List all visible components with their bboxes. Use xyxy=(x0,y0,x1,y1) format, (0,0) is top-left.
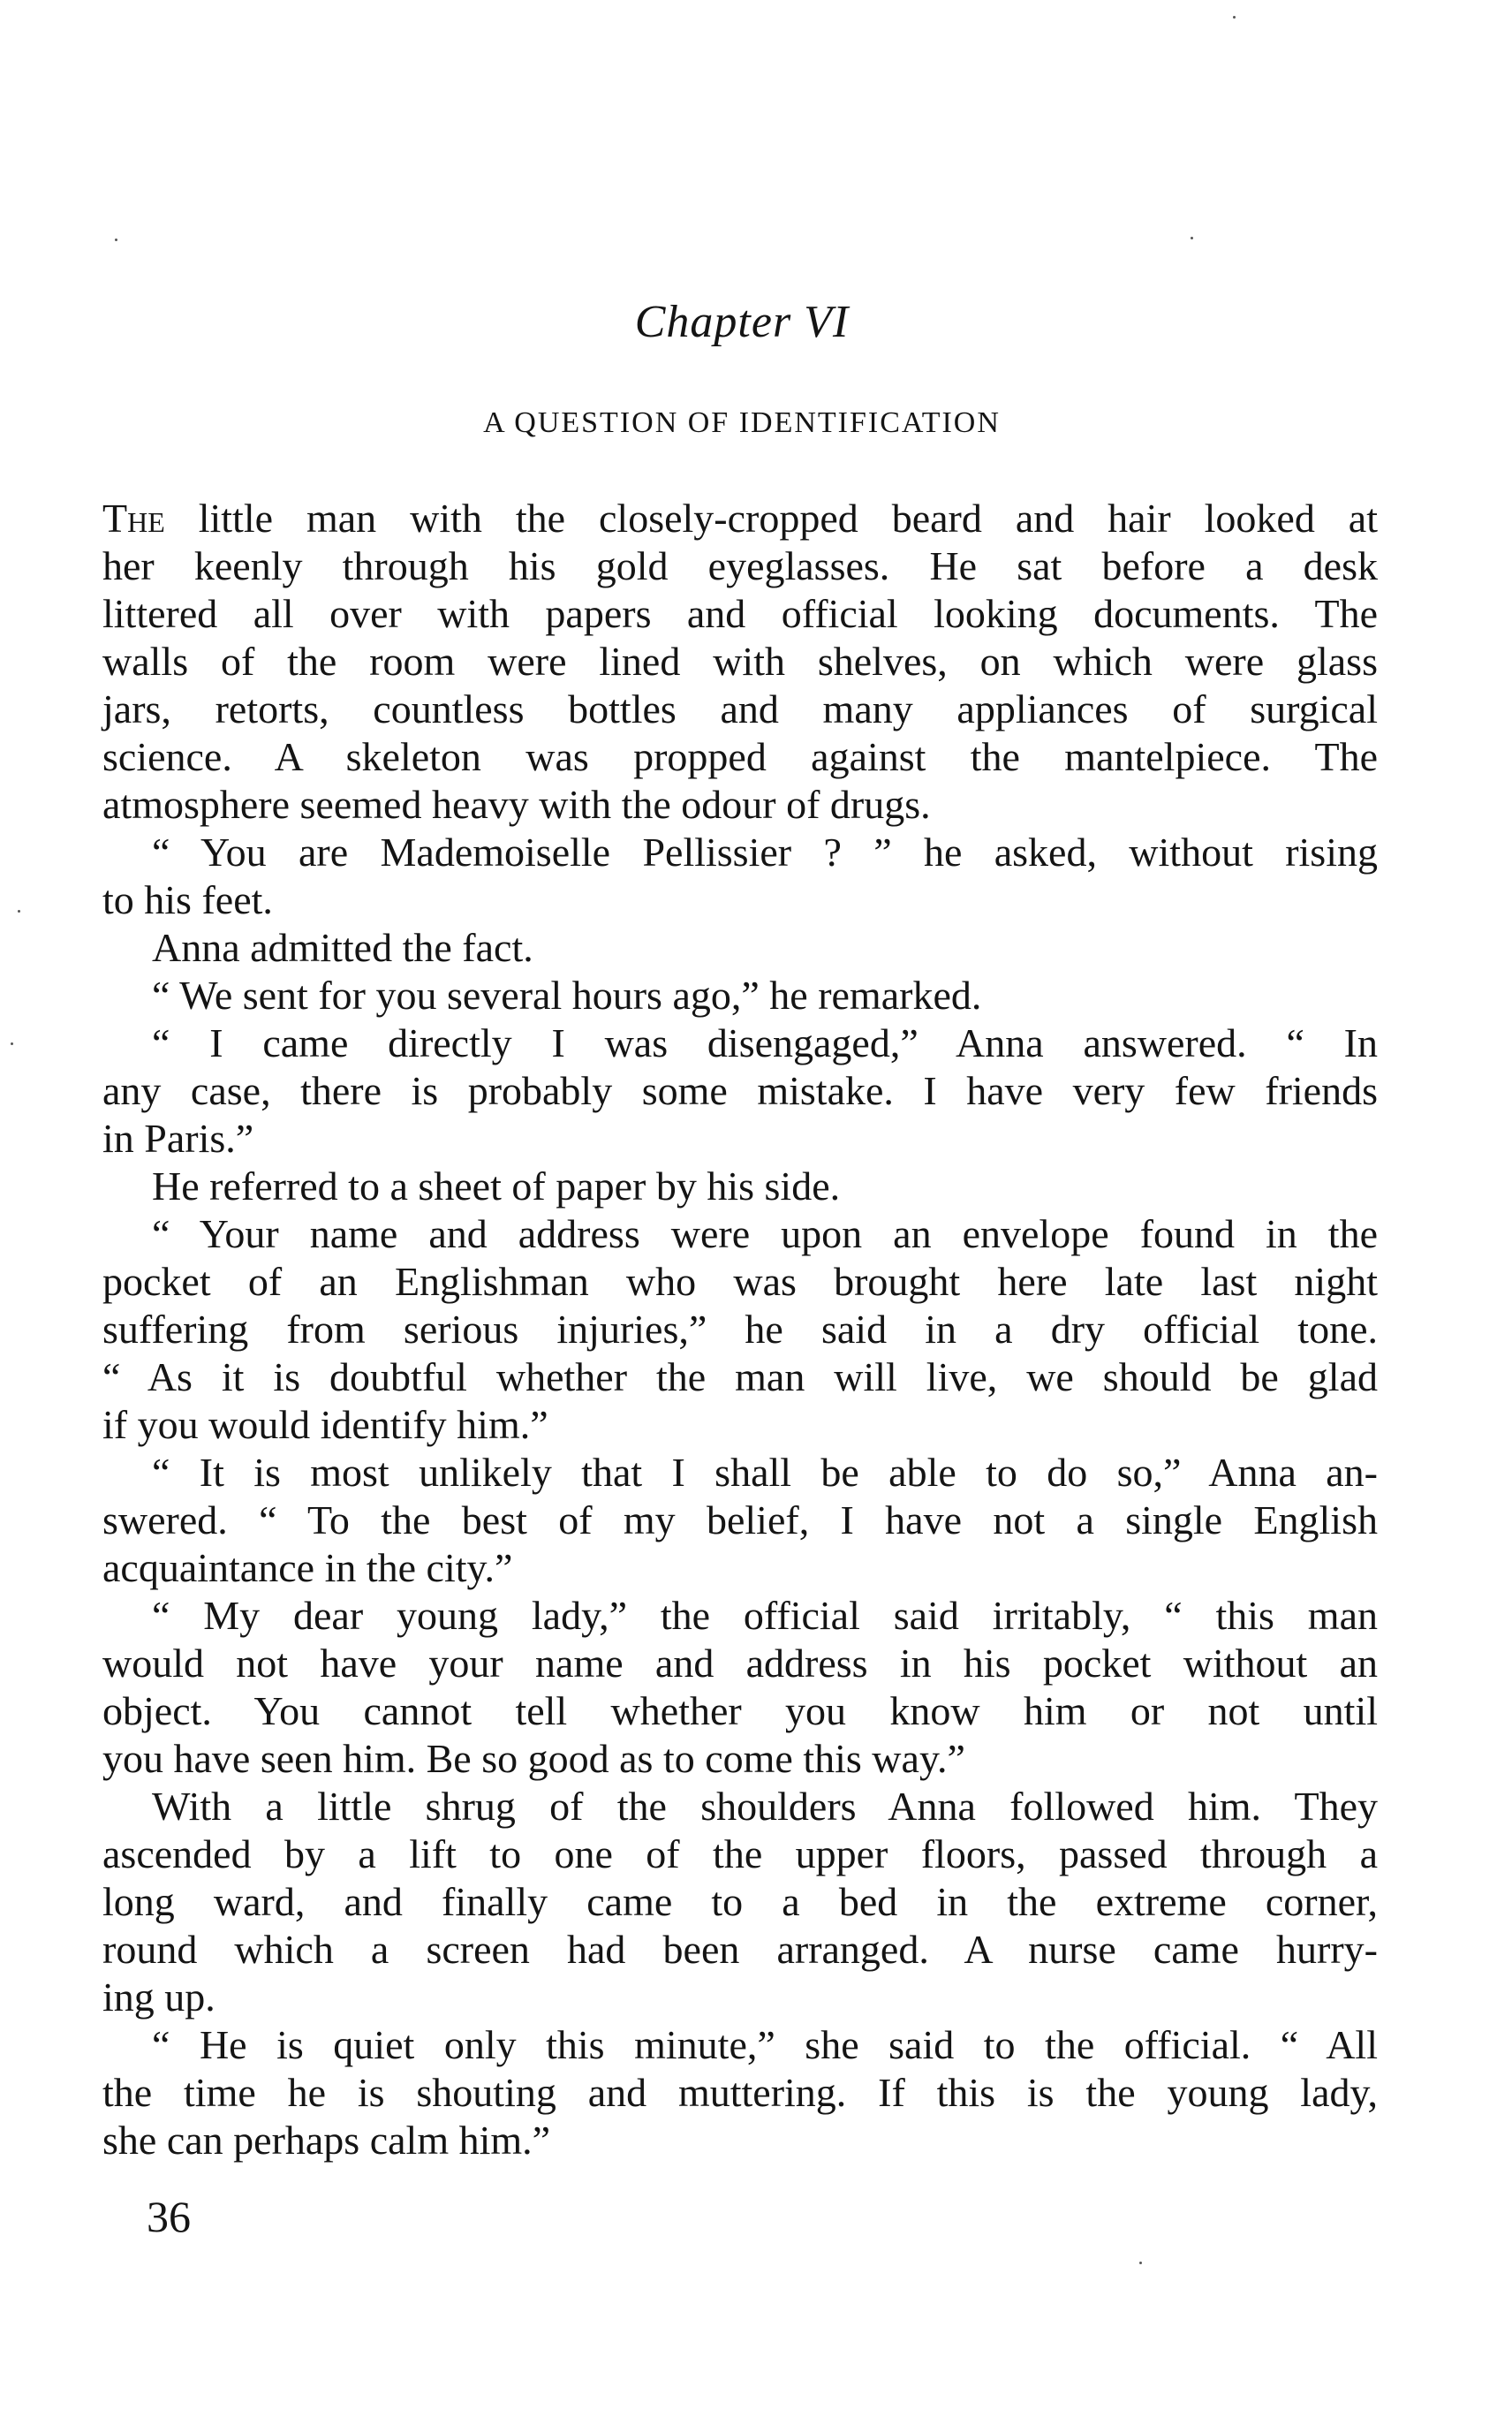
text-line: “ As it is doubtful whether the man will live, we should be glad xyxy=(102,1354,1378,1399)
text-line: suffering from serious injuries,” he said in a dry official tone. xyxy=(102,1307,1378,1352)
text-line: ascended by a lift to one of the upper floors, passed through a xyxy=(102,1831,1378,1876)
text-line: “ He is quiet only this minute,” she said to the official. “ All xyxy=(152,2022,1378,2067)
text-line: “ I came directly I was disengaged,” Anna answered. “ In xyxy=(152,1020,1378,1065)
text-line: you have seen him. Be so good as to come this way.” xyxy=(102,1736,965,1781)
drop-word: The xyxy=(102,496,165,541)
text-line: littered all over with papers and official looking documents. The xyxy=(102,591,1378,636)
text-line: jars, retorts, countless bottles and many appliances of surgical xyxy=(102,686,1378,731)
text-line: “ We sent for you several hours ago,” he remarked. xyxy=(152,973,982,1018)
text-line: acquaintance in the city.” xyxy=(102,1545,513,1590)
scan-speck xyxy=(1139,2262,1142,2264)
text-line: science. A skeleton was propped against the mantelpiece. The xyxy=(102,734,1378,779)
chapter-title: Chapter VI xyxy=(634,297,850,347)
scan-speck xyxy=(115,239,117,241)
text-line: object. You cannot tell whether you know him or not until xyxy=(102,1688,1378,1733)
text-line: “ My dear young lady,” the official said irritably, “ this man xyxy=(152,1593,1378,1638)
text-line: would not have your name and address in his pocket without an xyxy=(102,1641,1378,1686)
text-line: ing up. xyxy=(102,1974,215,2020)
text-line: long ward, and finally came to a bed in the extreme corner, xyxy=(102,1879,1378,1924)
text-line: atmosphere seemed heavy with the odour of drugs. xyxy=(102,782,931,827)
chapter-subtitle: A QUESTION OF IDENTIFICATION xyxy=(483,406,1001,439)
text-line: With a little shrug of the shoulders Anna followed him. They xyxy=(152,1784,1378,1829)
text-line: pocket of an Englishman who was brought here late last night xyxy=(102,1259,1378,1304)
body-text xyxy=(102,495,1378,2164)
scan-speck xyxy=(1191,237,1193,239)
text-line: “ Your name and address were upon an envelope found in the xyxy=(152,1211,1378,1256)
text-line xyxy=(102,495,1378,542)
text-line: in Paris.” xyxy=(102,1116,254,1161)
text-line: “ It is most unlikely that I shall be able to do so,” Anna an- xyxy=(152,1450,1378,1495)
page-number: 36 xyxy=(147,2192,191,2241)
text-line: any case, there is probably some mistake. I have very few friends xyxy=(102,1068,1378,1113)
text-line: she can perhaps calm him.” xyxy=(102,2118,551,2163)
text-line-rest: little man with the closely-cropped beard and hair looked at xyxy=(164,496,1378,541)
text-line: if you would identify him.” xyxy=(102,1402,548,1447)
text-line: “ You are Mademoiselle Pellissier ? ” he asked, without rising xyxy=(152,830,1378,875)
scan-speck xyxy=(1233,16,1236,19)
text-line: to his feet. xyxy=(102,877,273,922)
text-line: the time he is shouting and muttering. If this is the young lady, xyxy=(102,2070,1378,2115)
text-line: her keenly through his gold eyeglasses. He sat before a desk xyxy=(102,543,1378,588)
scan-speck xyxy=(11,1042,13,1045)
text-line: walls of the room were lined with shelves, on which were glass xyxy=(102,639,1378,684)
text-line: swered. “ To the best of my belief, I have not a single English xyxy=(102,1497,1378,1542)
scan-speck xyxy=(18,910,20,913)
text-line: round which a screen had been arranged. A nurse came hurry- xyxy=(102,1927,1378,1972)
text-line: He referred to a sheet of paper by his side. xyxy=(152,1163,841,1209)
text-line: Anna admitted the fact. xyxy=(152,925,533,970)
